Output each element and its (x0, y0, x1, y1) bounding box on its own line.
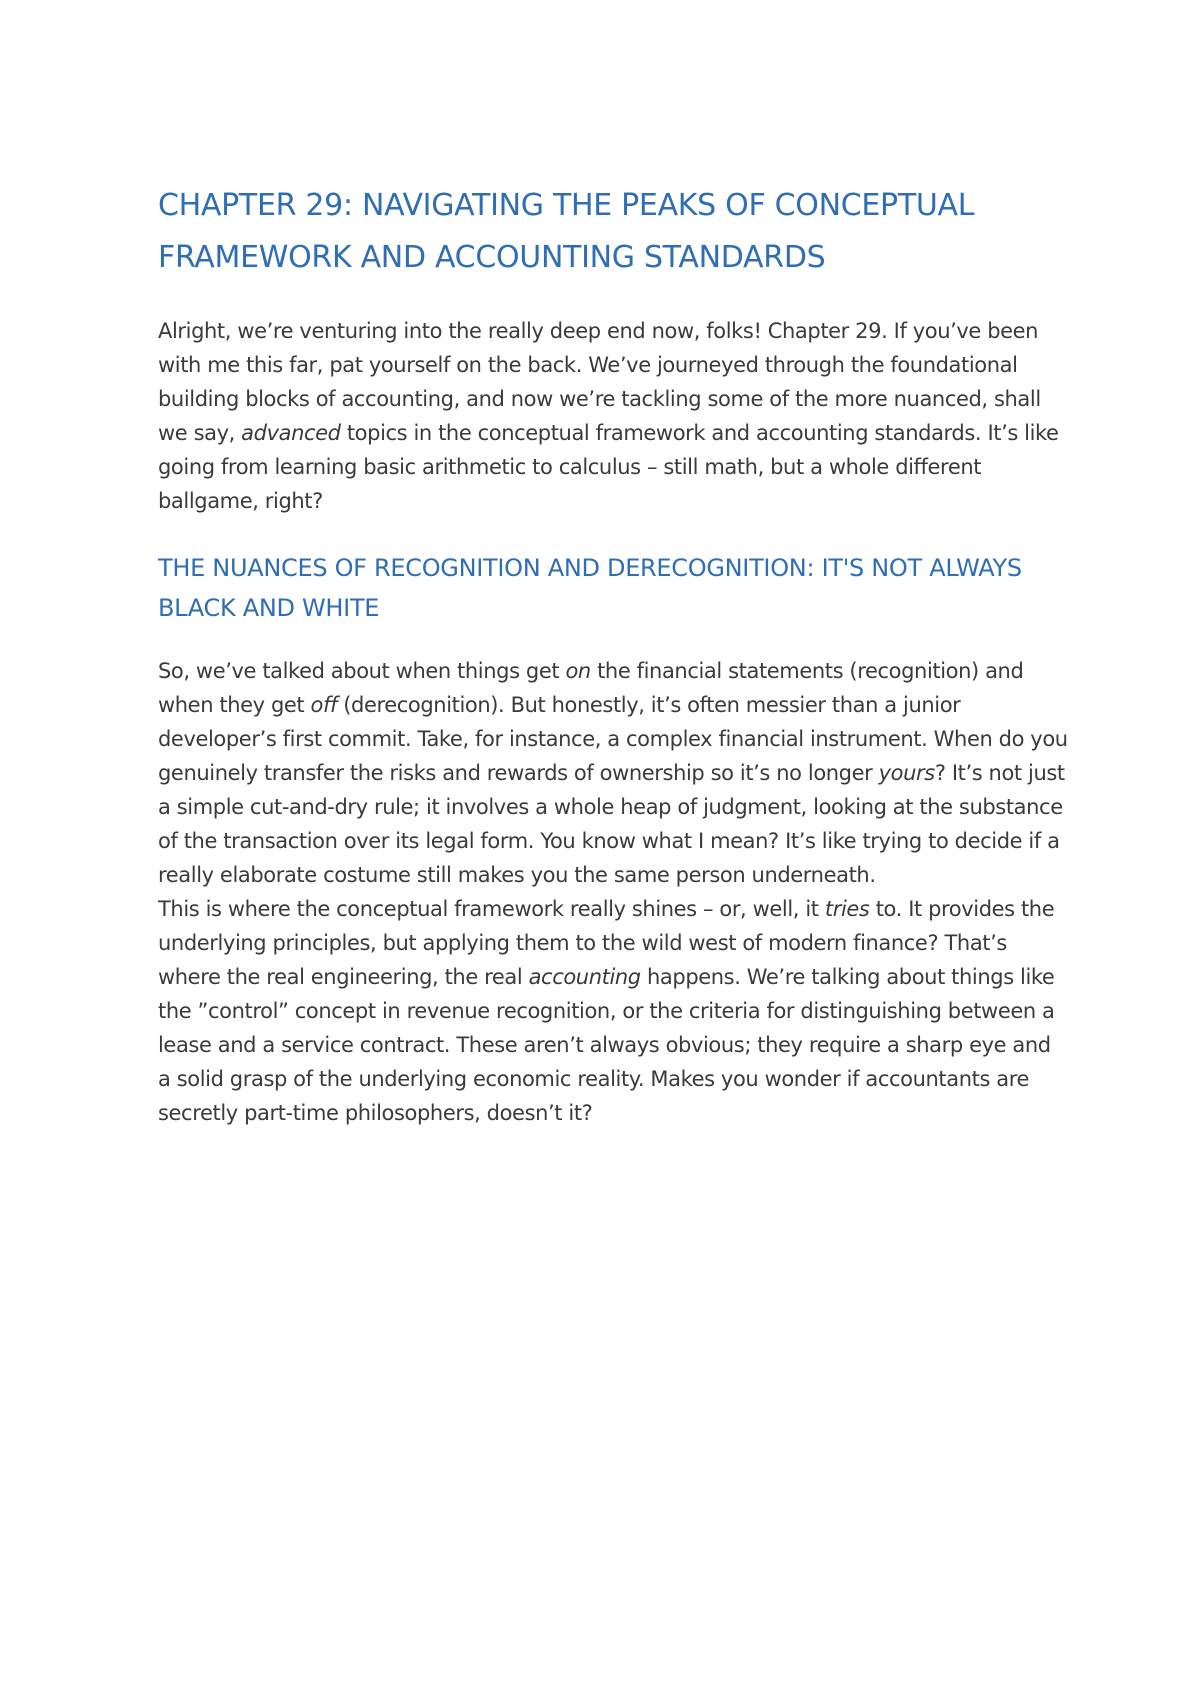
para1-emphasis-on: on (565, 659, 591, 683)
para1-text-2: the financial statements (recognition) and when they get (158, 659, 1024, 717)
para2-text-2: to. It provides the underlying principles, but applying them to the wild west of modern finance? That’s where the real engineering, the real (158, 897, 1055, 989)
para1-text-3: (derecognition). But honestly, it’s often messier than a junior developer’s first commit. Take, for instance, a complex financial instrument. When do you genuinely transfer the risks and rewards of ownership so it’s no longer (158, 693, 1068, 785)
para2-text-1: This is where the conceptual framework really shines – or, well, it (158, 897, 825, 921)
body-paragraph-1 (158, 654, 1068, 892)
para2-emphasis-tries: tries (824, 897, 870, 921)
intro-text-2: topics in the conceptual framework and accounting standards. It’s like going from learning basic arithmetic to calculus – still math, but a whole different ballgame, right? (158, 421, 1059, 513)
para1-emphasis-off: off (310, 693, 337, 717)
document-page (158, 180, 1068, 1130)
chapter-title: CHAPTER 29: NAVIGATING THE PEAKS OF CONCEPTUAL FRAMEWORK AND ACCOUNTING STANDARDS (158, 188, 975, 275)
body-paragraph-2 (158, 892, 1068, 1130)
para1-emphasis-yours: yours (878, 761, 935, 785)
section-heading: THE NUANCES OF RECOGNITION AND DERECOGNITION: IT'S NOT ALWAYS BLACK AND WHITE (158, 554, 1022, 622)
intro-text-1: Alright, we’re venturing into the really deep end now, folks! Chapter 29. If you’ve been with me this far, pat yourself on the back. We’ve journeyed through the foundational building blocks of accounting, and now we’re tackling some of the more nuanced, shall we say, (158, 319, 1041, 445)
intro-paragraph (158, 314, 1068, 518)
para1-text-1: So, we’ve talked about when things get (158, 659, 566, 683)
para1-text-4: ? It’s not just a simple cut-and-dry rule; it involves a whole heap of judgment, looking at the substance of the transaction over its legal form. You know what I mean? It’s like trying to decide if a really elaborate costume still makes you the same person underneath. (158, 761, 1065, 887)
para2-emphasis-accounting: accounting (528, 965, 641, 989)
para2-text-3: happens. We’re talking about things like the ”control” concept in revenue recognition, or the criteria for distinguishing between a lease and a service contract. These aren’t always obvious; they require a sharp eye and a solid grasp of the underlying economic reality. Makes you wonder if accountants are secretly part-time philosophers, doesn’t it? (158, 965, 1055, 1125)
intro-emphasis-advanced: advanced (241, 421, 341, 445)
